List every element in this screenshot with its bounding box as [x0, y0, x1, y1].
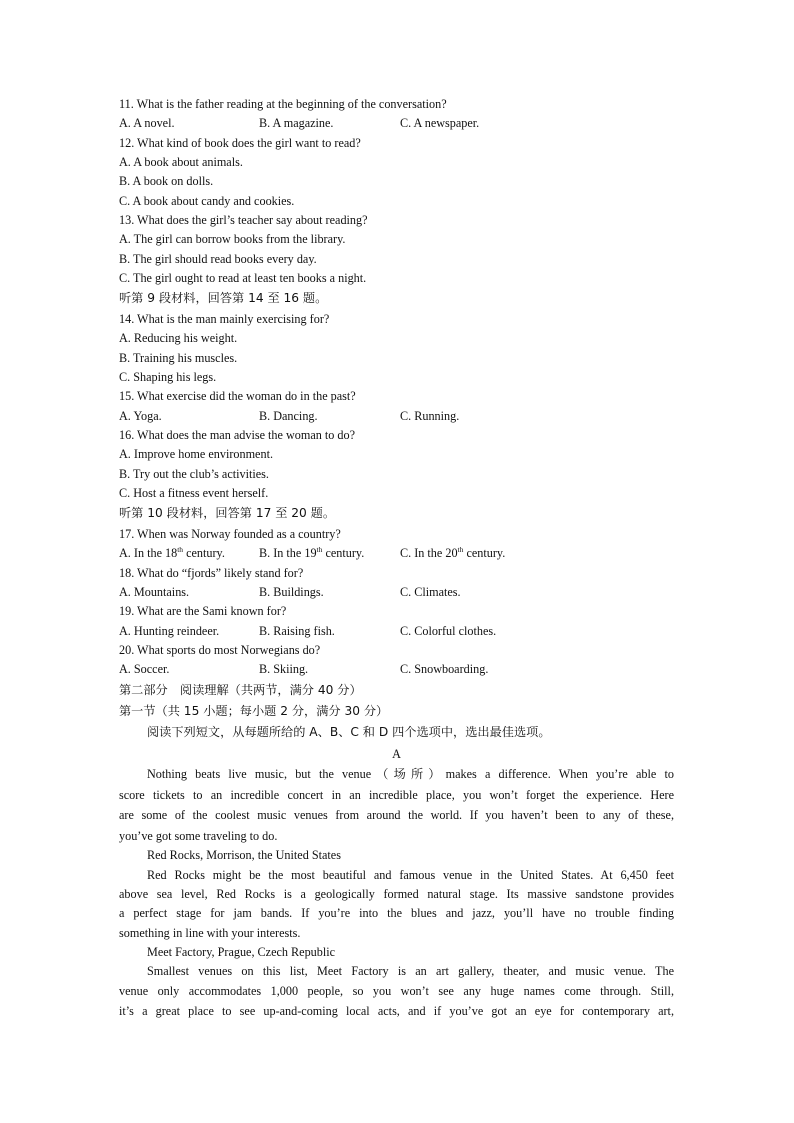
- question-13-option-b: B. The girl should read books every day.: [119, 252, 317, 266]
- section-9-instruction: 听第 9 段材料，回答第 14 至 16 题。: [119, 291, 328, 305]
- question-11-stem: 11. What is the father reading at the beginning of the conversation?: [119, 97, 447, 111]
- question-19-option-b: B. Raising fish.: [259, 624, 335, 638]
- question-19-stem: 19. What are the Sami known for?: [119, 604, 287, 618]
- question-16-option-b: B. Try out the club’s activities.: [119, 467, 269, 481]
- question-15-stem: 15. What exercise did the woman do in the past?: [119, 389, 356, 403]
- passage-line: you’ve got some traveling to do.: [119, 829, 278, 843]
- question-18-option-b: B. Buildings.: [259, 585, 324, 599]
- part-2-section-1: 第一节（共 15 小题；每小题 2 分，满分 30 分）: [119, 704, 389, 718]
- question-13-option-a: A. The girl can borrow books from the library.: [119, 232, 346, 246]
- passage-label: A: [392, 747, 401, 761]
- question-12-option-a: A. A book about animals.: [119, 155, 243, 169]
- question-15-option-a: A. Yoga.: [119, 409, 162, 423]
- question-17-stem: 17. When was Norway founded as a country?: [119, 527, 341, 541]
- part-2-heading: 第二部分 阅读理解（共两节，满分 40 分）: [119, 683, 362, 697]
- passage-line: it’s a great place to see up-and-coming local acts, and if you’ve got an eye for contemporary art,: [119, 1004, 674, 1018]
- question-16-option-c: C. Host a fitness event herself.: [119, 486, 269, 500]
- passage-line: above sea level, Red Rocks is a geologically formed natural stage. Its massive sandstone provides: [119, 887, 674, 901]
- question-14-option-c: C. Shaping his legs.: [119, 370, 217, 384]
- venue-heading-red-rocks: Red Rocks, Morrison, the United States: [147, 848, 341, 862]
- question-11-option-a: A. A novel.: [119, 116, 175, 130]
- question-12-option-c: C. A book about candy and cookies.: [119, 194, 295, 208]
- venue-heading-meet-factory: Meet Factory, Prague, Czech Republic: [147, 945, 336, 959]
- question-17-option-b: B. In the 19th century.: [259, 545, 365, 560]
- question-13-option-c: C. The girl ought to read at least ten books a night.: [119, 271, 367, 285]
- passage-line: Nothing beats live music, but the venue（场所）makes a difference. When you’re able to: [147, 767, 674, 781]
- question-18-stem: 18. What do “fjords” likely stand for?: [119, 566, 304, 580]
- question-19-option-c: C. Colorful clothes.: [400, 624, 497, 638]
- section-10-instruction: 听第 10 段材料，回答第 17 至 20 题。: [119, 506, 336, 520]
- question-12-stem: 12. What kind of book does the girl want to read?: [119, 136, 361, 150]
- passage-line: are some of the coolest music venues from around the world. If you haven’t been to any of these,: [119, 808, 674, 822]
- question-14-option-a: A. Reducing his weight.: [119, 331, 238, 345]
- question-20-option-a: A. Soccer.: [119, 662, 170, 676]
- question-16-option-a: A. Improve home environment.: [119, 447, 273, 461]
- question-15-option-c: C. Running.: [400, 409, 460, 423]
- question-16-stem: 16. What does the man advise the woman to do?: [119, 428, 356, 442]
- question-11-option-b: B. A magazine.: [259, 116, 334, 130]
- passage-line: Smallest venues on this list, Meet Factory is an art gallery, theater, and music venue. The: [147, 964, 674, 978]
- question-17-option-c: C. In the 20th century.: [400, 545, 506, 560]
- question-20-option-c: C. Snowboarding.: [400, 662, 489, 676]
- part-2-direction: 阅读下列短文，从每题所给的 A、B、C 和 D 四个选项中，选出最佳选项。: [147, 725, 551, 739]
- question-11-option-c: C. A newspaper.: [400, 116, 480, 130]
- question-15-option-b: B. Dancing.: [259, 409, 318, 423]
- question-18-option-a: A. Mountains.: [119, 585, 190, 599]
- passage-line: Red Rocks might be the most beautiful and famous venue in the United States. At 6,450 feet: [147, 868, 674, 882]
- passage-line: venue only accommodates 1,000 people, so you won’t see any huge names come through. Still,: [119, 984, 674, 998]
- question-20-option-b: B. Skiing.: [259, 662, 309, 676]
- question-19-option-a: A. Hunting reindeer.: [119, 624, 220, 638]
- question-14-option-b: B. Training his muscles.: [119, 351, 238, 365]
- question-17-option-a: A. In the 18th century.: [119, 545, 225, 560]
- passage-line: a perfect stage for jam bands. If you’re into the blues and jazz, you’ll have no trouble finding: [119, 906, 674, 920]
- passage-line: something in line with your interests.: [119, 926, 301, 940]
- question-18-option-c: C. Climates.: [400, 585, 461, 599]
- question-20-stem: 20. What sports do most Norwegians do?: [119, 643, 321, 657]
- question-12-option-b: B. A book on dolls.: [119, 174, 214, 188]
- question-13-stem: 13. What does the girl’s teacher say about reading?: [119, 213, 368, 227]
- question-14-stem: 14. What is the man mainly exercising for?: [119, 312, 330, 326]
- passage-line: score tickets to an incredible concert in an incredible place, you won’t forget the experience. Here: [119, 788, 674, 802]
